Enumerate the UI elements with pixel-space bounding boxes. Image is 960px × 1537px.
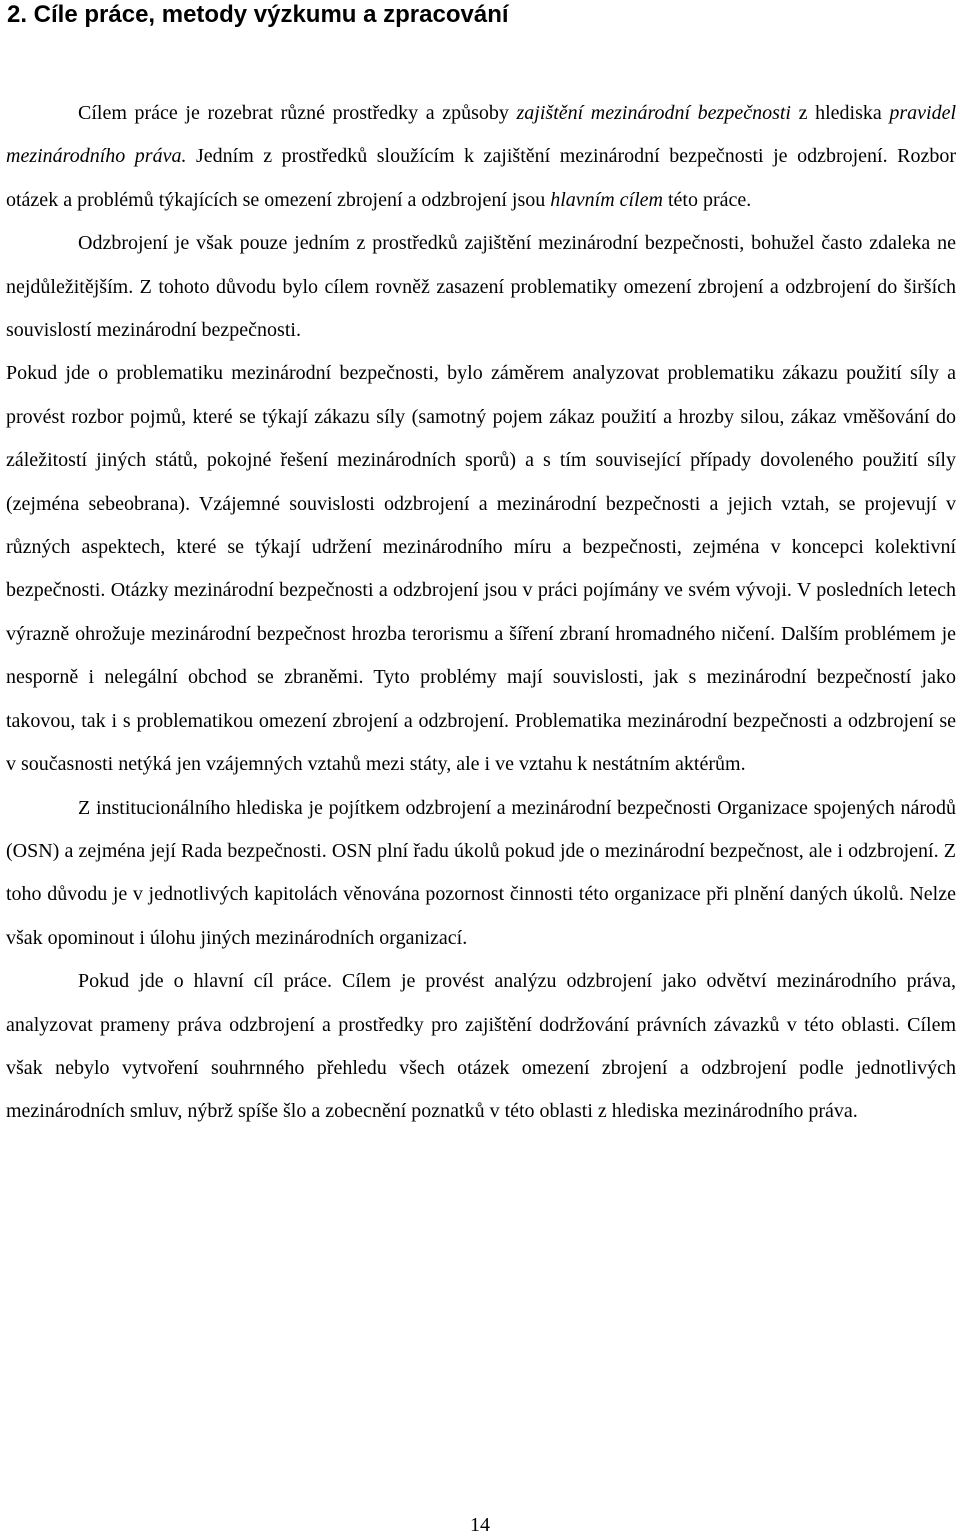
- section-heading: 2. Cíle práce, metody výzkumu a zpracování: [7, 1, 509, 28]
- page-number: 14: [470, 1514, 490, 1536]
- italic-run: zajištění mezinárodní bezpečnosti: [516, 102, 791, 124]
- italic-run: pravidel mezinárodního práva.: [6, 102, 957, 168]
- paragraph-disarmament: Odzbrojení je však pouze jedním z prostředků zajištění mezinárodní bezpečnosti, bohužel často zdaleka ne nejdůležitějším. Z tohoto důvodu bylo cílem rovněž zasazení problematiky omezení zbrojení a odzbrojení do širších souvislostí mezinárodní bezpečnosti.: [6, 232, 956, 342]
- paragraph-security: Pokud jde o problematiku mezinárodní bezpečnosti, bylo záměrem analyzovat problematiku zákazu použití síly a provést rozbor pojmů, které se týkají zákazu síly (samotný pojem zákaz použití a hrozby silou, zákaz vměšování do záležitostí jiných států, pokojné řešení mezinárodních sporů) a s tím související případy dovoleného použití síly (zejména sebeobrana). Vzájemné souvislosti odzbrojení a mezinárodní bezpečnosti a jejich vztah, se projevují v různých aspektech, které se týkají udržení mezinárodního míru a bezpečnosti, zejména v koncepci kolektivní bezpečnosti. Otázky mezinárodní bezpečnosti a odzbrojení jsou v práci pojímány ve svém vývoji. V posledních letech výrazně ohrožuje mezinárodní bezpečnost hrozba terorismu a šíření zbraní hromadného ničení. Dalším problémem je nesporně i nelegální obchod se zbraněmi. Tyto problémy mají souvislosti, jak s mezinárodní bezpečností jako takovou, tak i s problematikou omezení zbrojení a odzbrojení. Problematika mezinárodní bezpečnosti a odzbrojení se v současnosti netýká jen vzájemných vztahů mezi státy, ale i ve vztahu k nestátním aktérům.: [6, 362, 956, 776]
- text-run: Jedním z prostředků sloužícím k zajištění mezinárodní bezpečnosti je odzbrojení. Rozbor otázek a problémů týkajících se omezení zbrojení a odzbrojení jsou: [6, 145, 957, 211]
- body-text: [6, 92, 956, 1134]
- paragraph-institutional: Z institucionálního hlediska je pojítkem odzbrojení a mezinárodní bezpečnosti Organizace spojených národů (OSN) a zejména její Rada bezpečnosti. OSN plní řadu úkolů pokud jde o mezinárodní bezpečnost, ale i odzbrojení. Z toho důvodu je v jednotlivých kapitolách věnována pozornost činnosti této organizace při plnění daných úkolů. Nelze však opominout i úlohu jiných mezinárodních organizací.: [6, 796, 956, 949]
- paragraph-main-goal: Pokud jde o hlavní cíl práce. Cílem je provést analýzu odzbrojení jako odvětví mezinárodního práva, analyzovat prameny práva odzbrojení a prostředky pro zajištění dodržování právních závazků v této oblasti. Cílem však nebylo vytvoření souhrnného přehledu všech otázek omezení zbrojení a odzbrojení podle jednotlivých mezinárodních smluv, nýbrž spíše šlo a zobecnění poznatků v této oblasti z hlediska mezinárodního práva.: [6, 970, 956, 1123]
- text-run: z hlediska: [790, 102, 890, 124]
- text-run: této práce.: [663, 188, 752, 211]
- text-run: Cílem práce je rozebrat různé prostředky a způsoby: [78, 102, 517, 124]
- paragraph-goals: [6, 92, 956, 222]
- italic-run: hlavním cílem: [550, 188, 663, 211]
